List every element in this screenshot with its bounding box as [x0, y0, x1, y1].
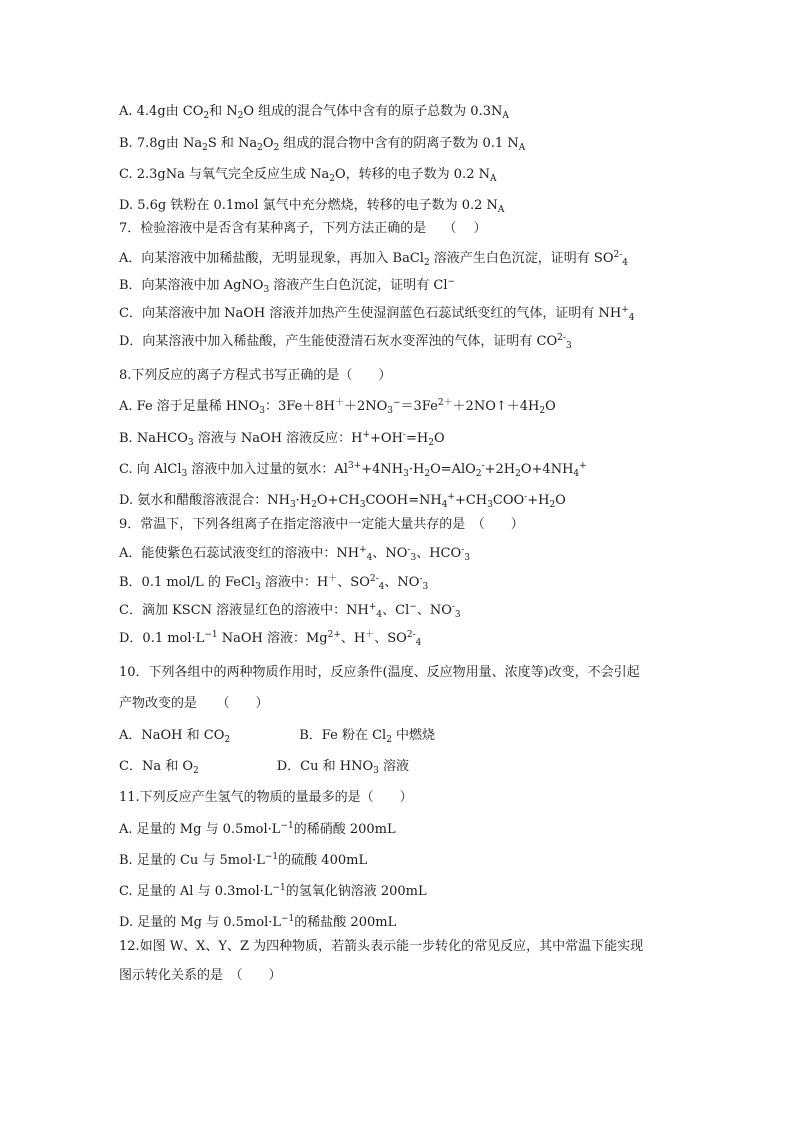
- text-line: 9．常温下，下列各组离子在指定溶液中一定能大量共存的是 （ ）: [119, 517, 524, 532]
- text-line: D．0.1 $mol\cdot L^{-1}$ NaOH 溶液：$Mg^{2+}$、H＋、$SO^{2-}_4$: [119, 630, 422, 648]
- text-line: B．向某溶液中加 AgNO$_3$ 溶液产生白色沉淀，证明有 Cl−: [119, 277, 456, 295]
- text-line: 图示转化关系的是 （ ）: [119, 968, 282, 983]
- text-line: D. 足量的 Mg 与 $0.5mol\cdot L^{-1}$的稀盐酸 200mL: [119, 914, 397, 930]
- text-line: D. 氨水和醋酸溶液混合：$NH_3\cdot H_2O+CH_3COOH=NH_4^++CH_3COO^-+H_2O$: [119, 492, 566, 510]
- text-line: A．NaOH 和 $CO_2$ B．Fe 粉在 $Cl_2$ 中燃烧: [119, 728, 436, 745]
- text-line: 8.下列反应的离子方程式书写正确的是（ ）: [119, 368, 392, 383]
- text-line: A. 4.4g由 $CO_2$和 $N_2O$ 组成的混合气体中含有的原子总数为 $0.3N_A$: [119, 104, 509, 121]
- text-line: C．Na 和 $O_2$ D．Cu 和 $HNO_3$ 溶液: [119, 759, 409, 776]
- text-line: A．向某溶液中加稀盐酸，无明显现象，再加入 BaCl$_2$ 溶液产生白色沉淀，证明有 $SO^{2-}_4$: [119, 250, 629, 268]
- text-line: 7．检验溶液中是否含有某种离子，下列方法正确的是 （ ）: [119, 221, 487, 236]
- text-line: 12.如图 W、X、Y、Z 为四种物质，若箭头表示能一步转化的常见反应，其中常温下能实现: [119, 939, 644, 954]
- text-line: D. 5.6g 铁粉在 0.1mol 氯气中充分燃烧，转移的电子数为 0.2 $N_A$: [119, 198, 505, 215]
- text-line: A. 足量的 Mg 与 $0.5mol\cdot L^{-1}$的稀硝酸 200mL: [119, 821, 396, 837]
- text-line: B．0.1 mol/L 的 FeCl$_3$ 溶液中：H＋、$SO^{2-}_4$、$NO^-_3$: [119, 574, 429, 592]
- text-line: C. 向 AlCl$_3$ 溶液中加入过量的氨水：$Al^{3+}+4NH_3\cdot H_2O=AlO_2^-+2H_2O+4NH_4^+$: [119, 461, 587, 479]
- text-line: B. 7.8g由 $Na_2S$ 和 $Na_2O_2$ 组成的混合物中含有的阴离子数为 0.1 $N_A$: [119, 136, 526, 153]
- text-line: 产物改变的是 （ ）: [119, 696, 269, 711]
- text-line: C. 2.3gNa 与氧气完全反应生成 $Na_2O$，转移的电子数为 0.2 $N_A$: [119, 167, 497, 184]
- text-line: A．能使紫色石蕊试液变红的溶液中：$NH^+_4$、$NO^-_3$、$HCO^-_3$: [119, 545, 470, 563]
- text-line: B. NaHCO$_3$ 溶液与 NaOH 溶液反应：$H^++OH^-=H_2O$: [119, 430, 445, 448]
- text-line: B. 足量的 Cu 与 $5mol\cdot L^{-1}$的硫酸 400mL: [119, 852, 368, 868]
- text-line: 11.下列反应产生氢气的物质的量最多的是（ ）: [119, 790, 413, 805]
- text-line: C. 足量的 Al 与 $0.3mol\cdot L^{-1}$的氢氧化钠溶液 200mL: [119, 883, 427, 899]
- text-line: C．滴加 KSCN 溶液显红色的溶液中：$NH^+_4$、Cl−、$NO^-_3$: [119, 602, 461, 620]
- text-line: C．向某溶液中加 NaOH 溶液并加热产生使湿润蓝色石蕊试纸变红的气体，证明有 $NH^+_4$: [119, 305, 635, 323]
- text-line: D．向某溶液中加入稀盐酸，产生能使澄清石灰水变浑浊的气体，证明有 $CO^{2-}_3$: [119, 333, 572, 351]
- text-line: 10．下列各组中的两种物质作用时，反应条件(温度、反应物用量、浓度等)改变，不会引起: [119, 665, 640, 680]
- text-line: A. Fe 溶于足量稀 $HNO_3$：$3Fe+8H^++2NO_3^-=3Fe^{2+}+2NO↑+4H_2O$: [119, 398, 556, 416]
